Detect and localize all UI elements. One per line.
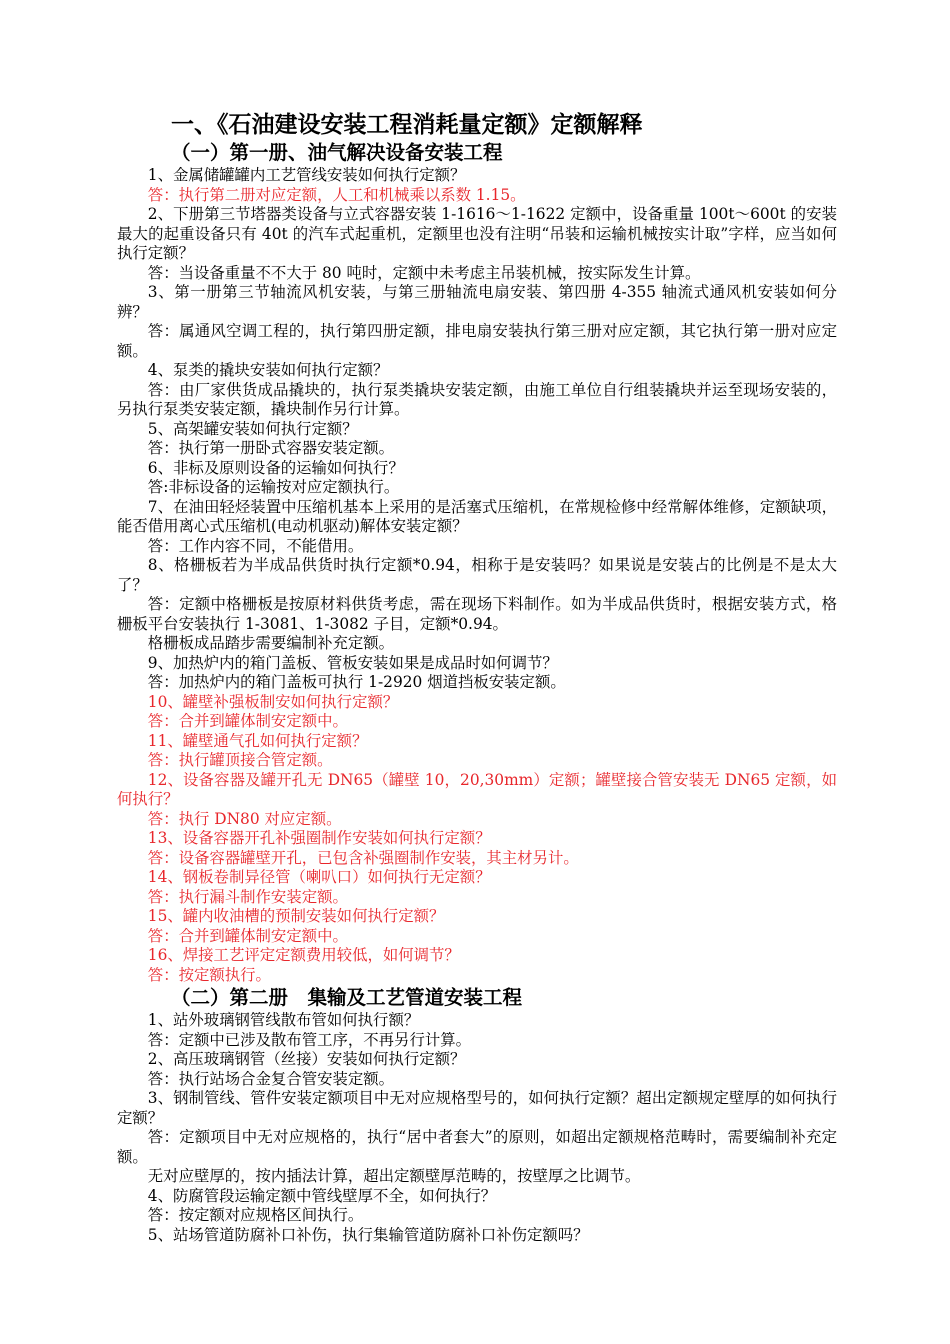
paragraph: 3、钢制管线、管件安装定额项目中无对应规格型号的，如何执行定额？超出定额规定壁厚的如何执行定额？ <box>117 1089 837 1127</box>
paragraph: 答：定额中已涉及散布管工序，不再另行计算。 <box>147 1030 472 1049</box>
paragraph: 6、非标及原则设备的运输如何执行？ <box>147 458 404 477</box>
paragraph: 答：定额项目中无对应规格的，执行“居中者套大”的原则，如超出定额规格范畴时，需要编制补充定额。 <box>117 1128 837 1166</box>
paragraph: 16、焊接工艺评定定额费用较低，如何调节？ <box>147 946 460 964</box>
paragraph: 1、金属储罐罐内工艺管线安装如何执行定额？ <box>147 166 466 184</box>
paragraph: 答：合并到罐体制安定额中。 <box>147 712 348 730</box>
paragraph: 10、罐壁补强板制安如何执行定额？ <box>147 692 399 711</box>
paragraph: 答：按定额执行。 <box>147 965 271 984</box>
paragraph: 答：执行罐顶接合管定额。 <box>147 751 333 769</box>
paragraph: 答：定额中格栅板是按原材料供货考虑，需在现场下料制作。如为半成品供货时，根据安装方式，格栅板平台安装执行 1-3081、1-3082 子目，定额*0.94。 <box>117 595 837 633</box>
paragraph: 3、第一册第三节轴流风机安装，与第三册轴流电扇安装、第四册 4-355 轴流式通风机安装如何分辨？ <box>117 283 837 321</box>
section-2-body <box>117 1011 837 1245</box>
paragraph: 2、下册第三节塔器类设备与立式容器安装 1-1616～1-1622 定额中，设备重量 100t～600t 的安装最大的起重设备只有 40t 的汽车式起重机，定额里也没有注明“吊装和运输机械按实计取”字样，应当如何执行定额？ <box>117 205 837 262</box>
paragraph: 15、罐内收油槽的预制安装如何执行定额？ <box>147 907 445 925</box>
paragraph: 答：当设备重量不不大于 80 吨时，定额中未考虑主吊装机械，按实际发生计算。 <box>147 263 701 282</box>
paragraph: 7、在油田轻烃装置中压缩机基本上采用的是活塞式压缩机，在常规检修中经常解体维修，定额缺项，能否借用离心式压缩机(电动机驱动)解体安装定额？ <box>117 497 837 535</box>
paragraph: 13、设备容器开孔补强圈制作安装如何执行定额？ <box>147 829 491 847</box>
paragraph: 答：属通风空调工程的，执行第四册定额，排电扇安装执行第三册对应定额，其它执行第一册对应定额。 <box>117 322 837 360</box>
paragraph: 答：设备容器罐壁开孔，已包含补强圈制作安装，其主材另计。 <box>147 848 579 867</box>
paragraph: 答：加热炉内的箱门盖板可执行 1-2920 烟道挡板安装定额。 <box>147 673 566 691</box>
paragraph: 5、高架罐安装如何执行定额？ <box>147 419 358 438</box>
paragraph: 9、加热炉内的箱门盖板、管板安装如果是成品时如何调节？ <box>147 653 558 672</box>
paragraph: 答：合并到罐体制安定额中。 <box>147 926 348 945</box>
paragraph: 8、格栅板若为半成品供货时执行定额*0.94，相称于是安装吗？如果说是安装占的比例是不是太大了？ <box>117 556 837 594</box>
paragraph: 5、站场管道防腐补口补伤，执行集输管道防腐补口补伤定额吗？ <box>147 1225 589 1244</box>
paragraph: 12、设备容器及罐开孔无 DN65（罐壁 10，20,30mm）定额；罐壁接合管安装无 DN65 定额，如何执行？ <box>117 770 837 808</box>
paragraph: 答：执行 DN80 对应定额。 <box>147 809 342 828</box>
paragraph: 14、钢板卷制异径管（喇叭口）如何执行无定额？ <box>147 868 491 886</box>
paragraph: 答:非标设备的运输按对应定额执行。 <box>147 478 400 496</box>
paragraph: 无对应壁厚的，按内插法计算，超出定额壁厚范畴的，按壁厚之比调节。 <box>147 1167 641 1185</box>
section-heading-2: （二）第二册 集输及工艺管道安装工程 <box>171 986 523 1009</box>
paragraph: 答：执行站场合金复合管安装定额。 <box>147 1069 395 1088</box>
paragraph: 4、防腐管段运输定额中管线壁厚不全，如何执行？ <box>147 1186 497 1205</box>
document-title: 一、《石油建设安装工程消耗量定额》定额解释 <box>171 112 643 138</box>
paragraph: 格栅板成品踏步需要编制补充定额。 <box>147 634 395 652</box>
section-1-body <box>117 166 837 985</box>
document-body <box>117 110 837 1245</box>
section-heading-1: （一）第一册、油气解决设备安装工程 <box>171 141 503 164</box>
paragraph: 答：执行漏斗制作安装定额。 <box>147 887 348 906</box>
paragraph: 1、站外玻璃钢管线散布管如何执行额？ <box>147 1011 420 1029</box>
paragraph: 11、罐壁通气孔如何执行定额？ <box>147 731 368 750</box>
paragraph: 2、高压玻璃钢管（丝接）安装如何执行定额？ <box>147 1050 466 1068</box>
paragraph: 4、泵类的撬块安装如何执行定额？ <box>147 361 389 379</box>
paragraph: 答：工作内容不同，不能借用。 <box>147 536 364 555</box>
paragraph: 答：执行第二册对应定额，人工和机械乘以系数 1.15。 <box>147 185 526 204</box>
paragraph: 答：由厂家供货成品撬块的，执行泵类撬块安装定额，由施工单位自行组装撬块并运至现场安装的，另执行泵类安装定额，撬块制作另行计算。 <box>117 380 837 418</box>
paragraph: 答：按定额对应规格区间执行。 <box>147 1206 364 1224</box>
paragraph: 答：执行第一册卧式容器安装定额。 <box>147 439 395 457</box>
